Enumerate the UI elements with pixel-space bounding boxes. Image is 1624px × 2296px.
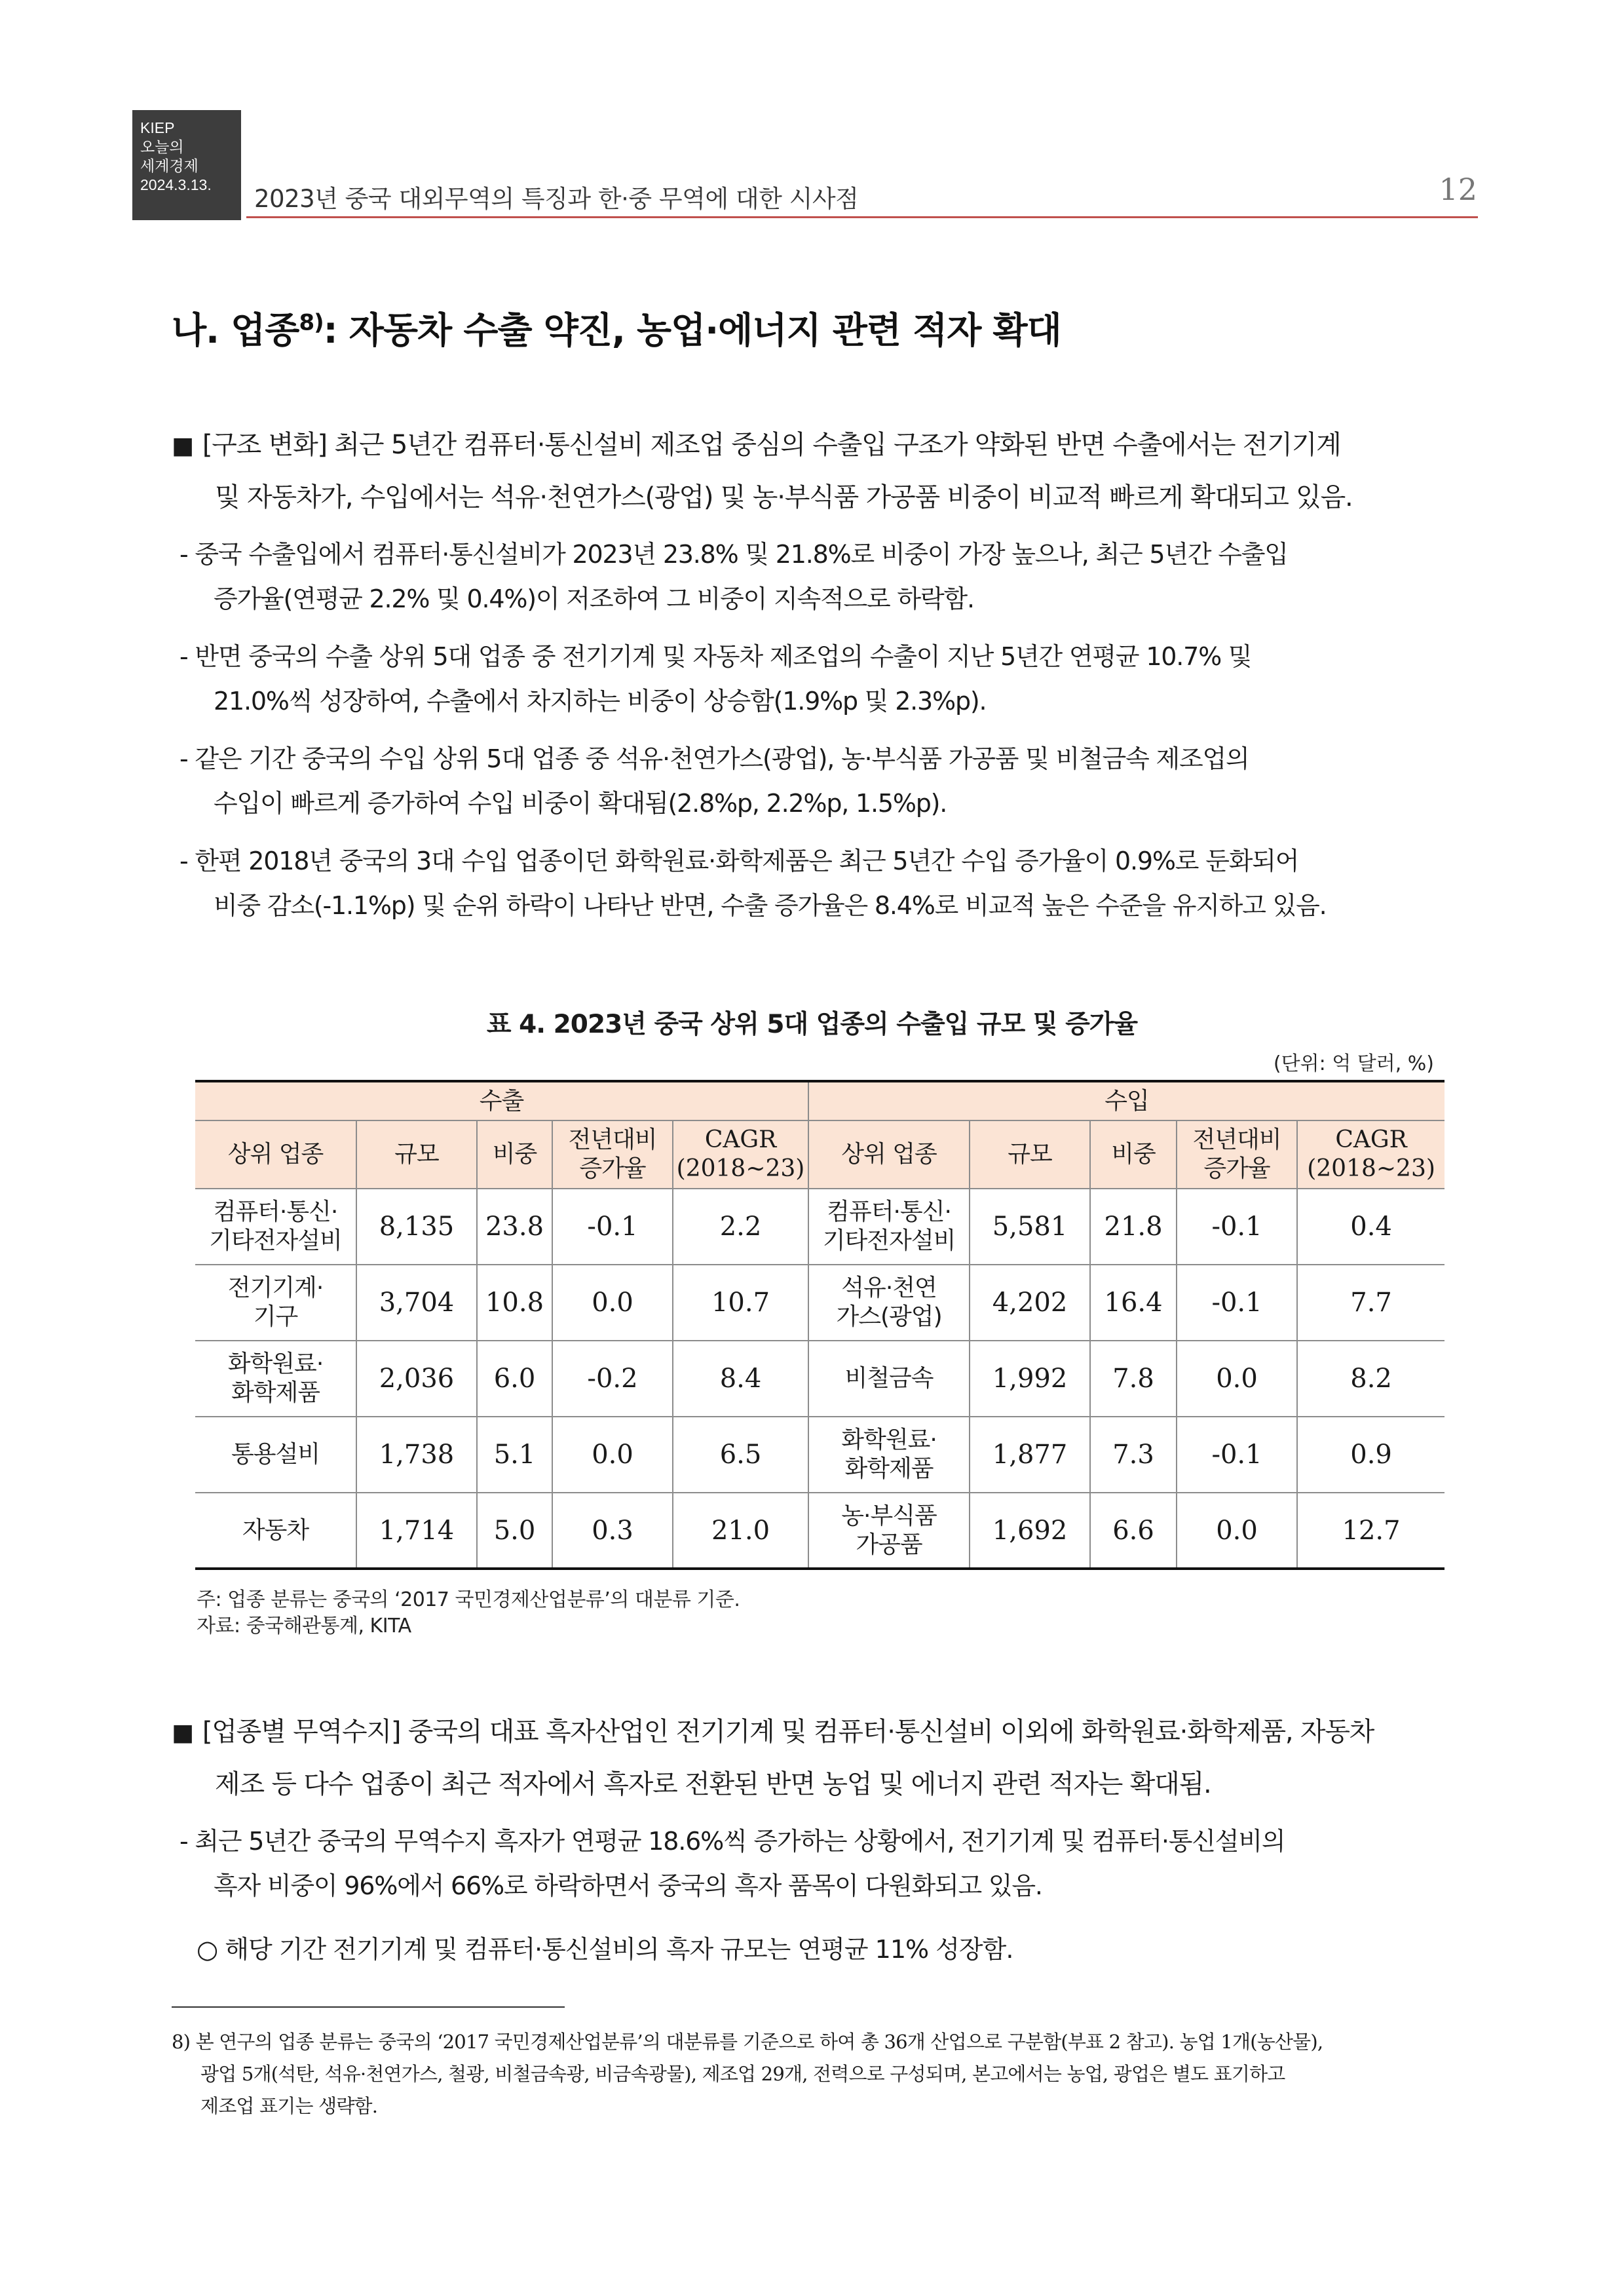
ex-industry-cell	[195, 1265, 356, 1341]
trade-balance-paragraph	[172, 1706, 1469, 1810]
col-header-size: 규모	[970, 1120, 1090, 1189]
header-line: 전년대비	[1192, 1126, 1281, 1153]
table-row	[195, 1341, 1445, 1417]
industry-name-line: 화학제품	[231, 1379, 320, 1406]
table-source: 자료: 중국해관통계, KITA	[197, 1615, 411, 1637]
badge-line: 2024.3.13.	[140, 176, 212, 193]
footnote-line: 광업 5개(석탄, 석유·천연가스, 철광, 비철금속광, 비금속광물), 제조업 29개, 전력으로 구성되며, 본고에서는 농업, 광업은 별도 표기하고	[200, 2063, 1285, 2085]
industry-name-line: 비철금속	[844, 1365, 934, 1392]
export-share-cell: 6.0	[477, 1341, 552, 1417]
header-line: 증가율	[579, 1155, 646, 1182]
export-size-cell: 8,135	[356, 1189, 477, 1265]
circle-item: ○ 해당 기간 전기기계 및 컴퓨터·통신설비의 흑자 규모는 연평균 11% 성장함.	[197, 1935, 1013, 1964]
import-cagr-cell: 7.7	[1297, 1265, 1445, 1341]
dash-item	[179, 1819, 1469, 1908]
im-industry-cell	[808, 1493, 970, 1569]
trade-table	[195, 1080, 1445, 1570]
industry-name-line: 자동차	[242, 1516, 309, 1544]
industry-name-line: 기타전자설비	[209, 1227, 342, 1254]
export-yoy-cell: -0.2	[552, 1341, 673, 1417]
header-line: (2018~23)	[676, 1155, 805, 1182]
import-yoy-cell: -0.1	[1177, 1417, 1297, 1493]
dash-item	[179, 839, 1469, 928]
dash-line: 비중 감소(-1.1%p) 및 순위 하락이 나타난 반면, 수출 증가율은 8.4%로 비교적 높은 수준을 유지하고 있음.	[214, 891, 1327, 920]
export-share-cell: 5.0	[477, 1493, 552, 1569]
col-header-size: 규모	[356, 1120, 477, 1189]
footnote-divider	[172, 2006, 565, 2008]
export-yoy-cell: 0.0	[552, 1417, 673, 1493]
dash-item	[179, 634, 1469, 723]
dash-line: 증가율(연평균 2.2% 및 0.4%)이 저조하여 그 비중이 지속적으로 하락함.	[214, 584, 974, 613]
import-share-cell: 7.3	[1090, 1417, 1177, 1493]
square-bullet-icon: ■	[172, 432, 193, 459]
dash-item	[179, 737, 1469, 826]
import-size-cell: 4,202	[970, 1265, 1090, 1341]
export-share-cell: 23.8	[477, 1189, 552, 1265]
im-industry-cell	[808, 1189, 970, 1265]
section-title-main: 나. 업종	[172, 309, 299, 351]
im-industry-cell	[808, 1265, 970, 1341]
export-yoy-cell: -0.1	[552, 1189, 673, 1265]
import-size-cell: 1,992	[970, 1341, 1090, 1417]
col-header-industry: 상위 업종	[195, 1120, 356, 1189]
export-size-cell: 1,714	[356, 1493, 477, 1569]
header-line: CAGR	[704, 1126, 777, 1153]
header-line: 전년대비	[568, 1126, 657, 1153]
document-title: 2023년 중국 대외무역의 특징과 한·중 무역에 대한 시사점	[254, 185, 859, 213]
dash-line: - 중국 수출입에서 컴퓨터·통신설비가 2023년 23.8% 및 21.8%로 비중이 가장 높으나, 최근 5년간 수출입	[179, 540, 1288, 569]
ex-industry-cell	[195, 1493, 356, 1569]
badge-line: 세계경제	[140, 157, 198, 174]
export-share-cell: 5.1	[477, 1417, 552, 1493]
industry-name-line: 컴퓨터·통신·	[827, 1198, 951, 1225]
export-cagr-cell: 2.2	[673, 1189, 808, 1265]
footnote-ref: 8)	[299, 309, 324, 336]
dash-line: - 같은 기간 중국의 수입 상위 5대 업종 중 석유·천연가스(광업), 농·부식품 가공품 및 비철금속 제조업의	[179, 744, 1249, 773]
dash-line: 흑자 비중이 96%에서 66%로 하락하면서 중국의 흑자 품목이 다원화되고 있음.	[214, 1871, 1042, 1900]
industry-name-line: 통용설비	[231, 1441, 320, 1468]
dash-line: 21.0%씩 성장하여, 수출에서 차지하는 비중이 상승함(1.9%p 및 2.3%p).	[214, 687, 987, 716]
export-cagr-cell: 10.7	[673, 1265, 808, 1341]
industry-name-line: 기구	[253, 1303, 298, 1330]
im-industry-cell	[808, 1341, 970, 1417]
structure-change-paragraph	[172, 419, 1469, 523]
import-share-cell: 6.6	[1090, 1493, 1177, 1569]
dash-line: - 최근 5년간 중국의 무역수지 흑자가 연평균 18.6%씩 증가하는 상황에서, 전기기계 및 컴퓨터·통신설비의	[179, 1827, 1285, 1856]
section-title-rest: : 자동차 수출 약진, 농업·에너지 관련 적자 확대	[323, 309, 1061, 351]
import-yoy-cell: -0.1	[1177, 1189, 1297, 1265]
export-size-cell: 1,738	[356, 1417, 477, 1493]
header-line: 증가율	[1203, 1155, 1270, 1182]
import-size-cell: 5,581	[970, 1189, 1090, 1265]
industry-name-line: 화학원료·	[841, 1426, 937, 1453]
badge-line: 오늘의	[140, 138, 184, 155]
import-yoy-cell: -0.1	[1177, 1265, 1297, 1341]
table-row	[195, 1417, 1445, 1493]
dash-line: - 반면 중국의 수출 상위 5대 업종 중 전기기계 및 자동차 제조업의 수출이 지난 5년간 연평균 10.7% 및	[179, 642, 1252, 671]
square-bullet-icon: ■	[172, 1719, 193, 1746]
col-header-share: 비중	[1090, 1120, 1177, 1189]
paragraph-line: [업종별 무역수지] 중국의 대표 흑자산업인 전기기계 및 컴퓨터·통신설비 이외에 화학원료·화학제품, 자동차	[202, 1717, 1374, 1747]
im-industry-cell	[808, 1417, 970, 1493]
footnote-line: 제조업 표기는 생략함.	[200, 2095, 378, 2117]
col-header-cagr	[673, 1120, 808, 1189]
table-notes	[197, 1587, 740, 1639]
export-cagr-cell: 8.4	[673, 1341, 808, 1417]
col-header-yoy	[1177, 1120, 1297, 1189]
import-share-cell: 16.4	[1090, 1265, 1177, 1341]
import-share-cell: 21.8	[1090, 1189, 1177, 1265]
paragraph-line: 및 자동차가, 수입에서는 석유·천연가스(광업) 및 농·부식품 가공품 비중이 비교적 빠르게 확대되고 있음.	[215, 482, 1353, 512]
industry-name-line: 석유·천연	[841, 1274, 937, 1301]
header-line: (2018~23)	[1307, 1155, 1435, 1182]
table-row	[195, 1493, 1445, 1569]
page-number: 12	[1439, 172, 1477, 207]
industry-name-line: 전기기계·	[227, 1274, 324, 1301]
section-title	[172, 301, 1061, 353]
industry-name-line: 가스(광업)	[836, 1303, 942, 1330]
import-cagr-cell: 12.7	[1297, 1493, 1445, 1569]
industry-name-line: 기타전자설비	[822, 1227, 956, 1254]
ex-industry-cell	[195, 1417, 356, 1493]
col-header-yoy	[552, 1120, 673, 1189]
industry-name-line: 화학원료·	[227, 1350, 324, 1377]
export-cagr-cell: 21.0	[673, 1493, 808, 1569]
export-cagr-cell: 6.5	[673, 1417, 808, 1493]
dash-line: 수입이 빠르게 증가하여 수입 비중이 확대됨(2.8%p, 2.2%p, 1.5%p).	[214, 789, 947, 818]
industry-name-line: 화학제품	[844, 1455, 934, 1482]
paragraph-line: 제조 등 다수 업종이 최근 적자에서 흑자로 전환된 반면 농업 및 에너지 관련 적자는 확대됨.	[215, 1769, 1211, 1799]
import-yoy-cell: 0.0	[1177, 1341, 1297, 1417]
export-size-cell: 2,036	[356, 1341, 477, 1417]
dash-line: - 한편 2018년 중국의 3대 수입 업종이던 화학원료·화학제품은 최근 5년간 수입 증가율이 0.9%로 둔화되어	[179, 847, 1299, 875]
import-yoy-cell: 0.0	[1177, 1493, 1297, 1569]
industry-name-line: 농·부식품	[841, 1502, 937, 1529]
import-cagr-cell: 8.2	[1297, 1341, 1445, 1417]
header-line: CAGR	[1335, 1126, 1407, 1153]
footnote-line: 8) 본 연구의 업종 분류는 중국의 ‘2017 국민경제산업분류’의 대분류를 기준으로 하여 총 36개 산업으로 구분함(부표 2 참고). 농업 1개(농산물),	[172, 2031, 1323, 2053]
ex-industry-cell	[195, 1341, 356, 1417]
badge-line: KIEP	[140, 119, 175, 136]
table-row	[195, 1265, 1445, 1341]
export-yoy-cell: 0.3	[552, 1493, 673, 1569]
table-note: 주: 업종 분류는 중국의 ‘2017 국민경제산업분류’의 대분류 기준.	[197, 1588, 740, 1611]
kiep-badge	[132, 110, 241, 220]
industry-name-line: 가공품	[856, 1531, 922, 1558]
paragraph-line: [구조 변화] 최근 5년간 컴퓨터·통신설비 제조업 중심의 수출입 구조가 약화된 반면 수출에서는 전기기계	[202, 430, 1341, 460]
header-divider	[246, 216, 1478, 218]
industry-name-line: 컴퓨터·통신·	[213, 1198, 338, 1225]
import-group-header: 수입	[808, 1081, 1445, 1120]
col-header-share: 비중	[477, 1120, 552, 1189]
import-size-cell: 1,877	[970, 1417, 1090, 1493]
footnote	[172, 2026, 1469, 2122]
ex-industry-cell	[195, 1189, 356, 1265]
export-group-header: 수출	[195, 1081, 808, 1120]
col-header-cagr	[1297, 1120, 1445, 1189]
export-share-cell: 10.8	[477, 1265, 552, 1341]
table-unit: (단위: 억 달러, %)	[1273, 1052, 1434, 1075]
dash-item	[179, 532, 1469, 621]
import-cagr-cell: 0.4	[1297, 1189, 1445, 1265]
table-title: 표 4. 2023년 중국 상위 5대 업종의 수출입 규모 및 증가율	[486, 1010, 1138, 1039]
import-share-cell: 7.8	[1090, 1341, 1177, 1417]
col-header-industry: 상위 업종	[808, 1120, 970, 1189]
import-cagr-cell: 0.9	[1297, 1417, 1445, 1493]
table-row	[195, 1189, 1445, 1265]
export-yoy-cell: 0.0	[552, 1265, 673, 1341]
export-size-cell: 3,704	[356, 1265, 477, 1341]
import-size-cell: 1,692	[970, 1493, 1090, 1569]
